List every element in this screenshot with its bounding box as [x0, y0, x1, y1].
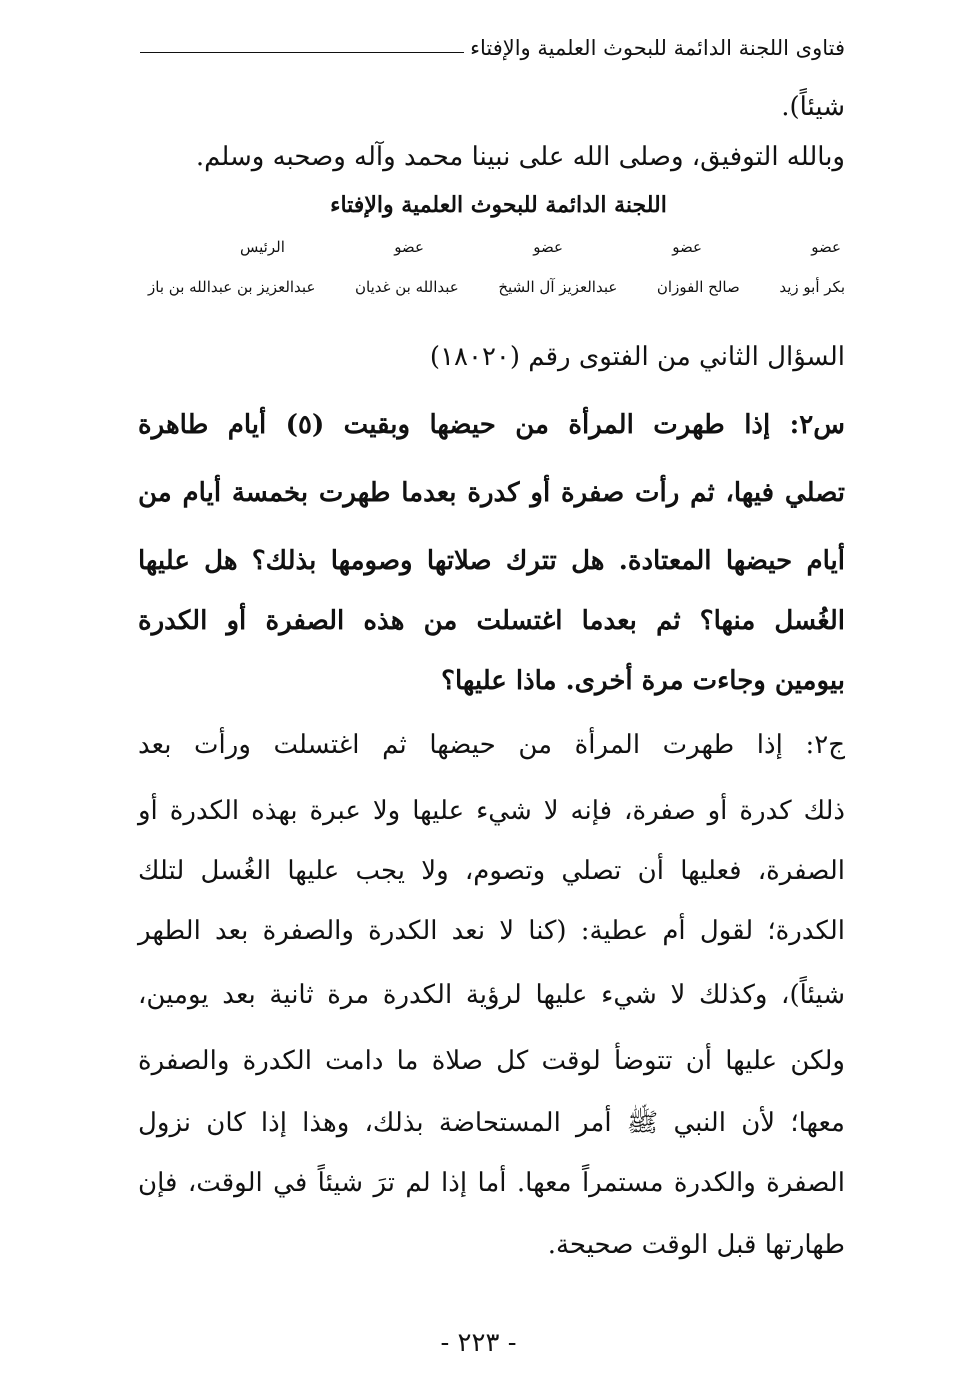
answer-line: شيئاً)، وكذلك لا شيء عليها لرؤية الكدرة مرة ثانية بعد يومين،	[138, 980, 845, 1010]
fatwa-heading: السؤال الثاني من الفتوى رقم (١٨٠٢٠)	[429, 342, 845, 372]
member-name: عبدالله بن غديان	[355, 278, 459, 296]
question-line: تصلي فيها، ثم رأت صفرة أو كدرة بعدما طهرت بخمسة أيام من	[138, 478, 845, 508]
answer-line: الصفرة، فعليها أن تصلي وتصوم، ولا يجب عليها الغُسل لتلك	[138, 856, 845, 886]
signature-members	[148, 278, 845, 296]
member-name: عبدالعزيز آل الشيخ	[498, 278, 618, 296]
signature-roles	[240, 238, 841, 256]
role-label: الرئيس	[240, 238, 285, 256]
committee-name: اللجنة الدائمة للبحوث العلمية والإفتاء	[330, 192, 667, 218]
question-line: الغُسل منها؟ ثم بعدما اغتسلت من هذه الصفرة أو الكدرة	[138, 606, 845, 636]
question-line: س٢: إذا طهرت المرأة من حيضها وبقيت (٥) أيام طاهرة	[138, 410, 845, 440]
continuation-line: شيئاً).	[781, 92, 845, 122]
answer-line: ذلك كدرة أو صفرة، فإنه لا شيء عليها ولا عبرة بهذه الكدرة أو	[138, 796, 845, 826]
question-line: بيومين وجاءت مرة أخرى. ماذا عليها؟	[441, 666, 845, 696]
role-label: عضو	[672, 238, 702, 256]
answer-line: ج٢: إذا طهرت المرأة من حيضها ثم اغتسلت ورأت بعد	[138, 730, 845, 760]
question-line: أيام حيضها المعتادة. هل تترك صلاتها وصومها بذلك؟ هل عليها	[138, 546, 845, 576]
member-name: صالح الفوزان	[656, 278, 740, 296]
answer-line: الكدرة؛ لقول أم عطية: (كنا لا نعد الكدرة والصفرة بعد الطهر	[138, 916, 845, 946]
header-rule	[140, 52, 464, 53]
answer-line: معها؛ لأن النبي ﷺ أمر المستحاضة بذلك، وهذا إذا كان نزول	[138, 1108, 845, 1138]
answer-line: طهارتها قبل الوقت صحيحة.	[547, 1230, 845, 1260]
page-number: - ٢٢٣ -	[440, 1328, 517, 1358]
role-label: عضو	[394, 238, 424, 256]
header-title: فتاوى اللجنة الدائمة للبحوث العلمية والإفتاء	[470, 36, 845, 60]
answer-line: الصفرة والكدرة مستمراً معها. أما إذا لم ترَ شيئاً في الوقت، فإن	[138, 1168, 845, 1198]
closing-line: وبالله التوفيق، وصلى الله على نبينا محمد وآله وصحبه وسلم.	[195, 142, 845, 172]
member-name: عبدالعزيز بن عبدالله بن باز	[148, 278, 316, 296]
answer-line: ولكن عليها أن تتوضأ لوقت كل صلاة ما دامت الكدرة والصفرة	[138, 1046, 845, 1076]
role-label: عضو	[811, 238, 841, 256]
member-name: بكر أبو زيد	[779, 278, 845, 296]
role-label: عضو	[533, 238, 563, 256]
running-header	[140, 28, 845, 64]
